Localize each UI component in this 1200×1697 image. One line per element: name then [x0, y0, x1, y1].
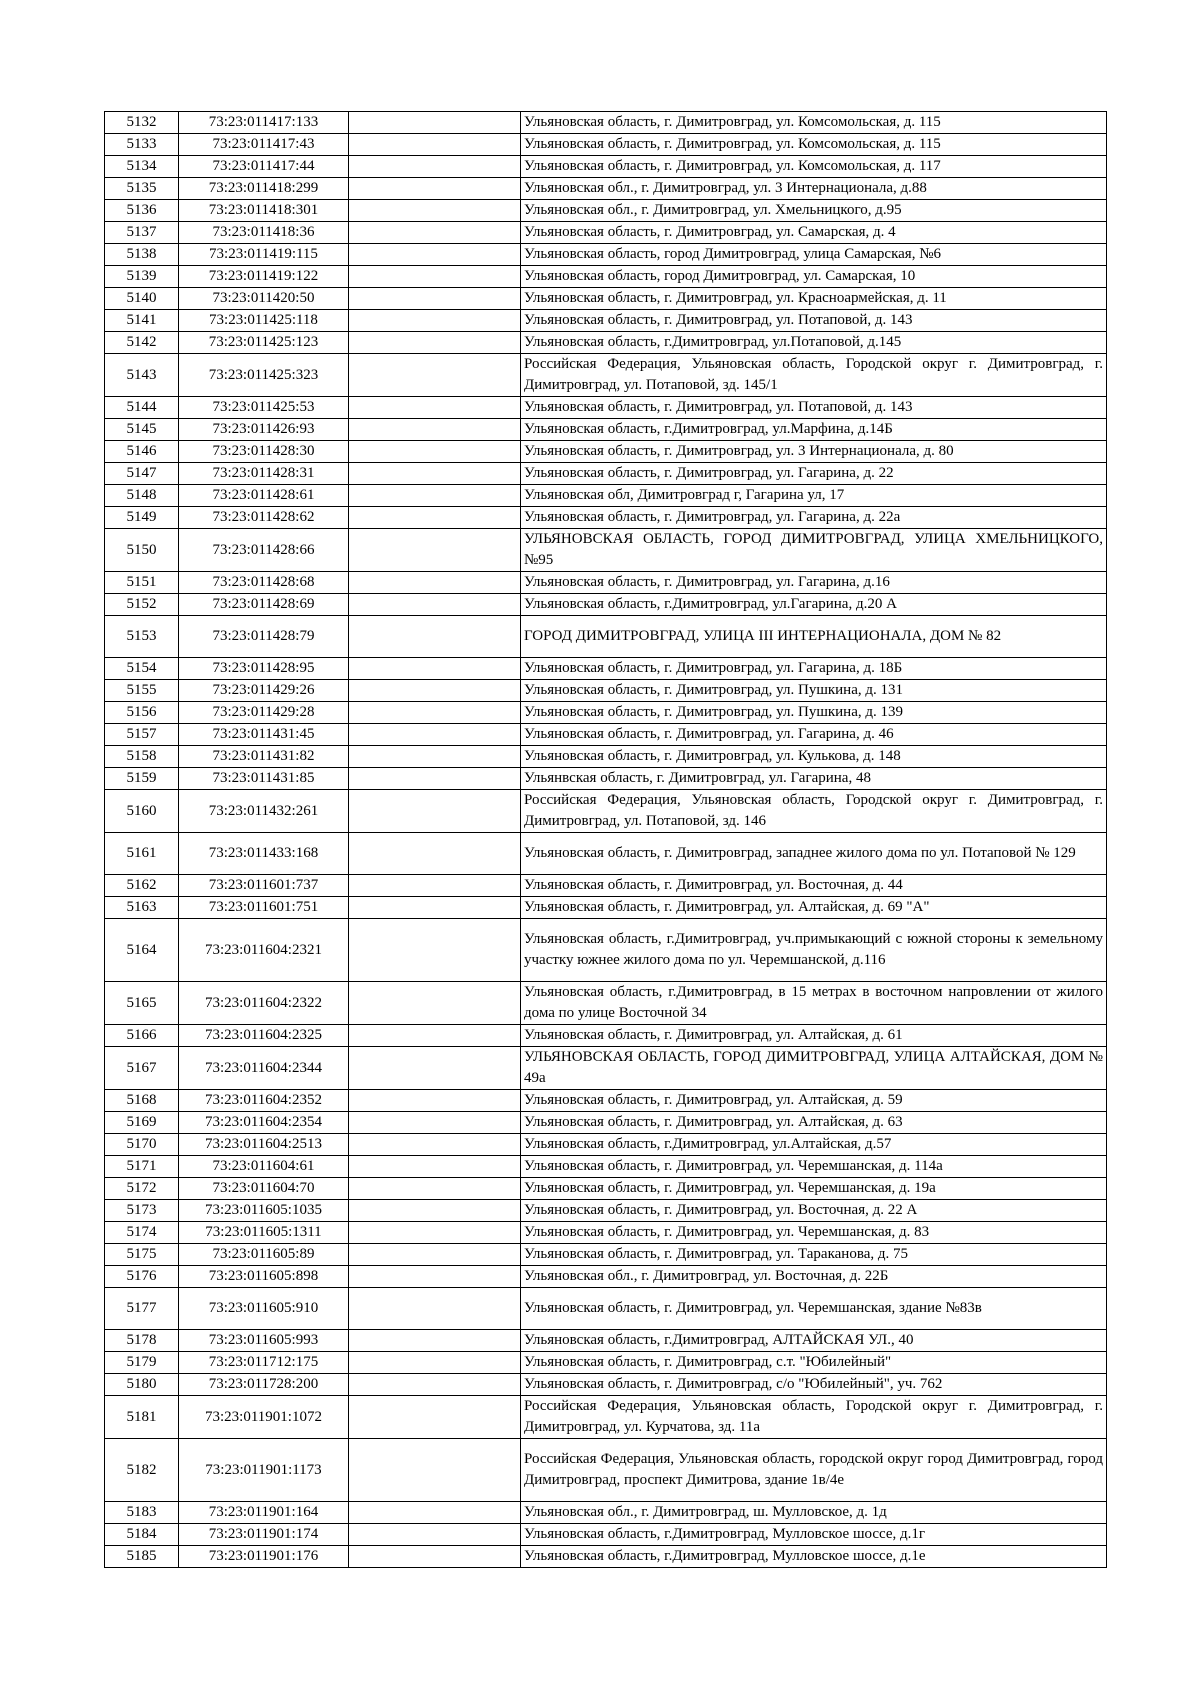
- empty-cell: [349, 529, 521, 572]
- empty-cell: [349, 790, 521, 833]
- address-cell: УЛЬЯНОВСКАЯ ОБЛАСТЬ, ГОРОД ДИМИТРОВГРАД, УЛИЦА АЛТАЙСКАЯ, ДОМ № 49а: [521, 1047, 1107, 1090]
- cadastral-number-cell: 73:23:011428:95: [179, 658, 349, 680]
- cadastral-number-cell: 73:23:011418:301: [179, 200, 349, 222]
- cadastral-number-cell: 73:23:011431:45: [179, 724, 349, 746]
- cadastral-number-cell: 73:23:011428:68: [179, 572, 349, 594]
- address-cell: Ульяновская область, г. Димитровград, ул. Пушкина, д. 139: [521, 702, 1107, 724]
- table-row: [105, 354, 1107, 397]
- address-cell: Ульяновская область, г. Димитровград, ул. Красноармейская, д. 11: [521, 288, 1107, 310]
- table-row: [105, 485, 1107, 507]
- row-number-cell: 5143: [105, 354, 179, 397]
- empty-cell: [349, 156, 521, 178]
- empty-cell: [349, 1374, 521, 1396]
- table-row: [105, 919, 1107, 982]
- cadastral-number-cell: 73:23:011425:123: [179, 332, 349, 354]
- row-number-cell: 5148: [105, 485, 179, 507]
- cadastral-number-cell: 73:23:011712:175: [179, 1352, 349, 1374]
- table-row: [105, 1025, 1107, 1047]
- table-row: [105, 572, 1107, 594]
- cadastral-number-cell: 73:23:011605:1035: [179, 1200, 349, 1222]
- cadastral-number-cell: 73:23:011604:2325: [179, 1025, 349, 1047]
- table-row: [105, 746, 1107, 768]
- cadastral-number-cell: 73:23:011418:36: [179, 222, 349, 244]
- empty-cell: [349, 485, 521, 507]
- table-row: [105, 1112, 1107, 1134]
- table-row: [105, 1524, 1107, 1546]
- row-number-cell: 5171: [105, 1156, 179, 1178]
- empty-cell: [349, 768, 521, 790]
- address-cell: Ульяновская область, г. Димитровград, с/о "Юбилейный", уч. 762: [521, 1374, 1107, 1396]
- cadastral-number-cell: 73:23:011604:2354: [179, 1112, 349, 1134]
- empty-cell: [349, 288, 521, 310]
- empty-cell: [349, 441, 521, 463]
- empty-cell: [349, 1112, 521, 1134]
- empty-cell: [349, 178, 521, 200]
- row-number-cell: 5140: [105, 288, 179, 310]
- address-cell: Ульяновская область, г. Димитровград, ул. Алтайская, д. 69 "А": [521, 897, 1107, 919]
- address-cell: Ульяновская область, г. Димитровград, с.т. "Юбилейный": [521, 1352, 1107, 1374]
- row-number-cell: 5152: [105, 594, 179, 616]
- table-row: [105, 1330, 1107, 1352]
- table-row: [105, 134, 1107, 156]
- empty-cell: [349, 1178, 521, 1200]
- empty-cell: [349, 1222, 521, 1244]
- cadastral-number-cell: 73:23:011428:31: [179, 463, 349, 485]
- cadastral-number-cell: 73:23:011417:43: [179, 134, 349, 156]
- cadastral-number-cell: 73:23:011604:2322: [179, 982, 349, 1025]
- cadastral-number-cell: 73:23:011425:323: [179, 354, 349, 397]
- table-row: [105, 244, 1107, 266]
- cadastral-number-cell: 73:23:011428:30: [179, 441, 349, 463]
- empty-cell: [349, 1288, 521, 1330]
- empty-cell: [349, 616, 521, 658]
- row-number-cell: 5153: [105, 616, 179, 658]
- row-number-cell: 5176: [105, 1266, 179, 1288]
- row-number-cell: 5155: [105, 680, 179, 702]
- row-number-cell: 5142: [105, 332, 179, 354]
- address-cell: Ульяновская область, г. Димитровград, ул. Кулькова, д. 148: [521, 746, 1107, 768]
- table-row: [105, 833, 1107, 875]
- row-number-cell: 5138: [105, 244, 179, 266]
- address-cell: Ульяновская область, г. Димитровград, ул. Черемшанская, д. 19а: [521, 1178, 1107, 1200]
- empty-cell: [349, 507, 521, 529]
- address-cell: Ульяновская область, г. Димитровград, ул. Комсомольская, д. 115: [521, 112, 1107, 134]
- table-row: [105, 397, 1107, 419]
- table-row: [105, 1156, 1107, 1178]
- cadastral-number-cell: 73:23:011604:70: [179, 1178, 349, 1200]
- cadastral-number-cell: 73:23:011428:79: [179, 616, 349, 658]
- cadastral-number-cell: 73:23:011604:2513: [179, 1134, 349, 1156]
- table-row: [105, 982, 1107, 1025]
- row-number-cell: 5164: [105, 919, 179, 982]
- address-cell: Ульяновская область, г.Димитровград, Мулловское шоссе, д.1е: [521, 1546, 1107, 1568]
- address-cell: Ульяновская область, г. Димитровград, ул. Гагарина, д. 18Б: [521, 658, 1107, 680]
- cadastral-number-cell: 73:23:011901:164: [179, 1502, 349, 1524]
- row-number-cell: 5172: [105, 1178, 179, 1200]
- table-row: [105, 1178, 1107, 1200]
- cadastral-number-cell: 73:23:011431:85: [179, 768, 349, 790]
- empty-cell: [349, 875, 521, 897]
- address-cell: Российская Федерация, Ульяновская область, Городской округ г. Димитровград, г. Димитровград, ул. Потаповой, зд. 146: [521, 790, 1107, 833]
- cadastral-number-cell: 73:23:011417:133: [179, 112, 349, 134]
- table-row: [105, 288, 1107, 310]
- address-cell: Ульяновская область, г.Димитровград, в 15 метрах в восточном напровлении от жилого дома по улице Восточной 34: [521, 982, 1107, 1025]
- address-cell: Ульяновская область, город Димитровград, улица Самарская, №6: [521, 244, 1107, 266]
- cadastral-number-cell: 73:23:011431:82: [179, 746, 349, 768]
- address-cell: УЛЬЯНОВСКАЯ ОБЛАСТЬ, ГОРОД ДИМИТРОВГРАД, УЛИЦА ХМЕЛЬНИЦКОГО, №95: [521, 529, 1107, 572]
- row-number-cell: 5161: [105, 833, 179, 875]
- cadastral-number-cell: 73:23:011420:50: [179, 288, 349, 310]
- address-cell: ГОРОД ДИМИТРОВГРАД, УЛИЦА III ИНТЕРНАЦИОНАЛА, ДОМ № 82: [521, 616, 1107, 658]
- row-number-cell: 5178: [105, 1330, 179, 1352]
- row-number-cell: 5156: [105, 702, 179, 724]
- empty-cell: [349, 1134, 521, 1156]
- address-cell: Ульяновская область, г. Димитровград, ул. Алтайская, д. 61: [521, 1025, 1107, 1047]
- address-cell: Ульяновская область, г.Димитровград, АЛТАЙСКАЯ УЛ., 40: [521, 1330, 1107, 1352]
- row-number-cell: 5149: [105, 507, 179, 529]
- address-cell: Ульяновская область, г. Димитровград, ул. Черемшанская, здание №83в: [521, 1288, 1107, 1330]
- address-cell: Ульяновская область, г.Димитровград, ул.Гагарина, д.20 А: [521, 594, 1107, 616]
- table-row: [105, 1244, 1107, 1266]
- address-cell: Ульяновская область, г. Димитровград, ул. Алтайская, д. 59: [521, 1090, 1107, 1112]
- row-number-cell: 5180: [105, 1374, 179, 1396]
- address-cell: Ульяновская область, г.Димитровград, ул.Потаповой, д.145: [521, 332, 1107, 354]
- empty-cell: [349, 354, 521, 397]
- cadastral-number-cell: 73:23:011901:1173: [179, 1439, 349, 1502]
- cadastral-number-cell: 73:23:011428:69: [179, 594, 349, 616]
- row-number-cell: 5147: [105, 463, 179, 485]
- cadastral-number-cell: 73:23:011728:200: [179, 1374, 349, 1396]
- row-number-cell: 5163: [105, 897, 179, 919]
- row-number-cell: 5177: [105, 1288, 179, 1330]
- table-row: [105, 1047, 1107, 1090]
- table-row: [105, 1288, 1107, 1330]
- table-row: [105, 875, 1107, 897]
- address-cell: Ульяновская область, г. Димитровград, ул. Черемшанская, д. 83: [521, 1222, 1107, 1244]
- row-number-cell: 5144: [105, 397, 179, 419]
- address-cell: Российская Федерация, Ульяновская область, городской округ город Димитровград, город Димитровград, проспект Димитрова, здание 1в/4е: [521, 1439, 1107, 1502]
- table-row: [105, 1546, 1107, 1568]
- empty-cell: [349, 1266, 521, 1288]
- cadastral-number-cell: 73:23:011433:168: [179, 833, 349, 875]
- row-number-cell: 5150: [105, 529, 179, 572]
- row-number-cell: 5139: [105, 266, 179, 288]
- table-row: [105, 310, 1107, 332]
- cadastral-number-cell: 73:23:011428:61: [179, 485, 349, 507]
- cadastral-number-cell: 73:23:011604:2344: [179, 1047, 349, 1090]
- address-cell: Ульяновская область, г. Димитровград, ул. Потаповой, д. 143: [521, 397, 1107, 419]
- row-number-cell: 5141: [105, 310, 179, 332]
- cadastral-number-cell: 73:23:011605:910: [179, 1288, 349, 1330]
- row-number-cell: 5173: [105, 1200, 179, 1222]
- empty-cell: [349, 266, 521, 288]
- address-cell: Ульяновская область, г.Димитровград, уч.примыкающий с южной стороны к земельному участку южнее жилого дома по ул. Черемшанской, д.116: [521, 919, 1107, 982]
- table-row: [105, 1200, 1107, 1222]
- empty-cell: [349, 463, 521, 485]
- address-cell: Ульяновская область, г. Димитровград, ул. Гагарина, д. 22а: [521, 507, 1107, 529]
- empty-cell: [349, 1439, 521, 1502]
- cadastral-number-cell: 73:23:011432:261: [179, 790, 349, 833]
- table-row: [105, 680, 1107, 702]
- empty-cell: [349, 1330, 521, 1352]
- row-number-cell: 5135: [105, 178, 179, 200]
- table-row: [105, 178, 1107, 200]
- row-number-cell: 5151: [105, 572, 179, 594]
- table-row: [105, 702, 1107, 724]
- row-number-cell: 5145: [105, 419, 179, 441]
- empty-cell: [349, 1200, 521, 1222]
- cadastral-number-cell: 73:23:011901:1072: [179, 1396, 349, 1439]
- table-row: [105, 658, 1107, 680]
- cadastral-number-cell: 73:23:011429:26: [179, 680, 349, 702]
- table-row: [105, 1266, 1107, 1288]
- cadastral-number-cell: 73:23:011601:751: [179, 897, 349, 919]
- empty-cell: [349, 1352, 521, 1374]
- empty-cell: [349, 1244, 521, 1266]
- empty-cell: [349, 112, 521, 134]
- table-row: [105, 419, 1107, 441]
- empty-cell: [349, 702, 521, 724]
- row-number-cell: 5166: [105, 1025, 179, 1047]
- table-row: [105, 1222, 1107, 1244]
- table-row: [105, 441, 1107, 463]
- address-cell: Ульяновская область, г. Димитровград, ул. Гагарина, д. 22: [521, 463, 1107, 485]
- row-number-cell: 5165: [105, 982, 179, 1025]
- address-cell: Ульяновская область, г. Димитровград, ул. Алтайская, д. 63: [521, 1112, 1107, 1134]
- row-number-cell: 5175: [105, 1244, 179, 1266]
- cadastral-number-cell: 73:23:011605:993: [179, 1330, 349, 1352]
- empty-cell: [349, 746, 521, 768]
- row-number-cell: 5132: [105, 112, 179, 134]
- table-body: [105, 112, 1107, 1568]
- row-number-cell: 5169: [105, 1112, 179, 1134]
- empty-cell: [349, 332, 521, 354]
- address-cell: Ульяновская область, г. Димитровград, ул. Самарская, д. 4: [521, 222, 1107, 244]
- address-cell: Ульянвская область, г. Димитровград, ул. Гагарина, 48: [521, 768, 1107, 790]
- empty-cell: [349, 1502, 521, 1524]
- address-cell: Ульяновская область, г. Димитровград, ул. 3 Интернационала, д. 80: [521, 441, 1107, 463]
- cadastral-number-cell: 73:23:011605:89: [179, 1244, 349, 1266]
- address-cell: Ульяновская область, г. Димитровград, ул. Черемшанская, д. 114а: [521, 1156, 1107, 1178]
- row-number-cell: 5133: [105, 134, 179, 156]
- cadastral-number-cell: 73:23:011425:53: [179, 397, 349, 419]
- land-parcel-table: [104, 111, 1107, 1568]
- cadastral-number-cell: 73:23:011604:2321: [179, 919, 349, 982]
- table-row: [105, 1439, 1107, 1502]
- row-number-cell: 5184: [105, 1524, 179, 1546]
- cadastral-number-cell: 73:23:011604:2352: [179, 1090, 349, 1112]
- address-cell: Ульяновская обл, Димитровград г, Гагарина ул, 17: [521, 485, 1107, 507]
- empty-cell: [349, 1047, 521, 1090]
- row-number-cell: 5154: [105, 658, 179, 680]
- row-number-cell: 5182: [105, 1439, 179, 1502]
- row-number-cell: 5137: [105, 222, 179, 244]
- cadastral-number-cell: 73:23:011605:1311: [179, 1222, 349, 1244]
- empty-cell: [349, 919, 521, 982]
- empty-cell: [349, 244, 521, 266]
- row-number-cell: 5185: [105, 1546, 179, 1568]
- address-cell: Ульяновская область, г. Димитровград, ул. Гагарина, д.16: [521, 572, 1107, 594]
- row-number-cell: 5160: [105, 790, 179, 833]
- address-cell: Ульяновская область, г. Димитровград, ул. Пушкина, д. 131: [521, 680, 1107, 702]
- empty-cell: [349, 594, 521, 616]
- address-cell: Ульяновская область, г. Димитровград, ул. Потаповой, д. 143: [521, 310, 1107, 332]
- empty-cell: [349, 310, 521, 332]
- address-cell: Ульяновская область, г. Димитровград, ул. Тараканова, д. 75: [521, 1244, 1107, 1266]
- cadastral-number-cell: 73:23:011901:176: [179, 1546, 349, 1568]
- table-row: [105, 463, 1107, 485]
- address-cell: Ульяновская обл., г. Димитровград, ш. Мулловское, д. 1д: [521, 1502, 1107, 1524]
- empty-cell: [349, 397, 521, 419]
- address-cell: Российская Федерация, Ульяновская область, Городской округ г. Димитровград, г. Димитровград, ул. Потаповой, зд. 145/1: [521, 354, 1107, 397]
- empty-cell: [349, 222, 521, 244]
- table-row: [105, 266, 1107, 288]
- address-cell: Ульяновская область, г. Димитровград, ул. Гагарина, д. 46: [521, 724, 1107, 746]
- table-row: [105, 1352, 1107, 1374]
- row-number-cell: 5183: [105, 1502, 179, 1524]
- address-cell: Ульяновская область, город Димитровград, ул. Самарская, 10: [521, 266, 1107, 288]
- row-number-cell: 5167: [105, 1047, 179, 1090]
- empty-cell: [349, 200, 521, 222]
- row-number-cell: 5157: [105, 724, 179, 746]
- address-cell: Ульяновская обл., г. Димитровград, ул. Восточная, д. 22Б: [521, 1266, 1107, 1288]
- cadastral-number-cell: 73:23:011605:898: [179, 1266, 349, 1288]
- empty-cell: [349, 658, 521, 680]
- cadastral-number-cell: 73:23:011419:115: [179, 244, 349, 266]
- table-row: [105, 1134, 1107, 1156]
- cadastral-number-cell: 73:23:011426:93: [179, 419, 349, 441]
- table-row: [105, 1090, 1107, 1112]
- cadastral-number-cell: 73:23:011601:737: [179, 875, 349, 897]
- address-cell: Ульяновская область, г.Димитровград, ул.Алтайская, д.57: [521, 1134, 1107, 1156]
- address-cell: Ульяновская область, г. Димитровград, ул. Комсомольская, д. 117: [521, 156, 1107, 178]
- empty-cell: [349, 724, 521, 746]
- table-row: [105, 594, 1107, 616]
- table-row: [105, 529, 1107, 572]
- address-cell: Российская Федерация, Ульяновская область, Городской округ г. Димитровград, г. Димитровград, ул. Курчатова, зд. 11а: [521, 1396, 1107, 1439]
- table-row: [105, 616, 1107, 658]
- address-cell: Ульяновская обл., г. Димитровград, ул. 3 Интернационала, д.88: [521, 178, 1107, 200]
- address-cell: Ульяновская область, г.Димитровград, Мулловское шоссе, д.1г: [521, 1524, 1107, 1546]
- row-number-cell: 5179: [105, 1352, 179, 1374]
- address-cell: Ульяновская область, г. Димитровград, западнее жилого дома по ул. Потаповой № 129: [521, 833, 1107, 875]
- address-cell: Ульяновская область, г. Димитровград, ул. Восточная, д. 44: [521, 875, 1107, 897]
- table-row: [105, 768, 1107, 790]
- row-number-cell: 5174: [105, 1222, 179, 1244]
- table-row: [105, 222, 1107, 244]
- cadastral-number-cell: 73:23:011428:62: [179, 507, 349, 529]
- row-number-cell: 5170: [105, 1134, 179, 1156]
- cadastral-number-cell: 73:23:011417:44: [179, 156, 349, 178]
- empty-cell: [349, 1090, 521, 1112]
- table-row: [105, 1396, 1107, 1439]
- empty-cell: [349, 134, 521, 156]
- table-row: [105, 724, 1107, 746]
- row-number-cell: 5134: [105, 156, 179, 178]
- empty-cell: [349, 1025, 521, 1047]
- table-row: [105, 1502, 1107, 1524]
- empty-cell: [349, 1396, 521, 1439]
- cadastral-number-cell: 73:23:011419:122: [179, 266, 349, 288]
- table-row: [105, 897, 1107, 919]
- address-cell: Ульяновская область, г.Димитровград, ул.Марфина, д.14Б: [521, 419, 1107, 441]
- address-cell: Ульяновская область, г. Димитровград, ул. Комсомольская, д. 115: [521, 134, 1107, 156]
- table-row: [105, 112, 1107, 134]
- cadastral-number-cell: 73:23:011428:66: [179, 529, 349, 572]
- table-row: [105, 507, 1107, 529]
- empty-cell: [349, 1546, 521, 1568]
- cadastral-number-cell: 73:23:011604:61: [179, 1156, 349, 1178]
- row-number-cell: 5168: [105, 1090, 179, 1112]
- table-row: [105, 332, 1107, 354]
- cadastral-number-cell: 73:23:011901:174: [179, 1524, 349, 1546]
- empty-cell: [349, 419, 521, 441]
- cadastral-number-cell: 73:23:011429:28: [179, 702, 349, 724]
- empty-cell: [349, 1524, 521, 1546]
- address-cell: Ульяновская обл., г. Димитровград, ул. Хмельницкого, д.95: [521, 200, 1107, 222]
- table-row: [105, 156, 1107, 178]
- table-row: [105, 790, 1107, 833]
- empty-cell: [349, 897, 521, 919]
- cadastral-number-cell: 73:23:011425:118: [179, 310, 349, 332]
- empty-cell: [349, 833, 521, 875]
- table-row: [105, 200, 1107, 222]
- empty-cell: [349, 572, 521, 594]
- table-row: [105, 1374, 1107, 1396]
- row-number-cell: 5159: [105, 768, 179, 790]
- empty-cell: [349, 680, 521, 702]
- row-number-cell: 5158: [105, 746, 179, 768]
- row-number-cell: 5181: [105, 1396, 179, 1439]
- row-number-cell: 5146: [105, 441, 179, 463]
- row-number-cell: 5136: [105, 200, 179, 222]
- cadastral-number-cell: 73:23:011418:299: [179, 178, 349, 200]
- address-cell: Ульяновская область, г. Димитровград, ул. Восточная, д. 22 А: [521, 1200, 1107, 1222]
- row-number-cell: 5162: [105, 875, 179, 897]
- empty-cell: [349, 1156, 521, 1178]
- empty-cell: [349, 982, 521, 1025]
